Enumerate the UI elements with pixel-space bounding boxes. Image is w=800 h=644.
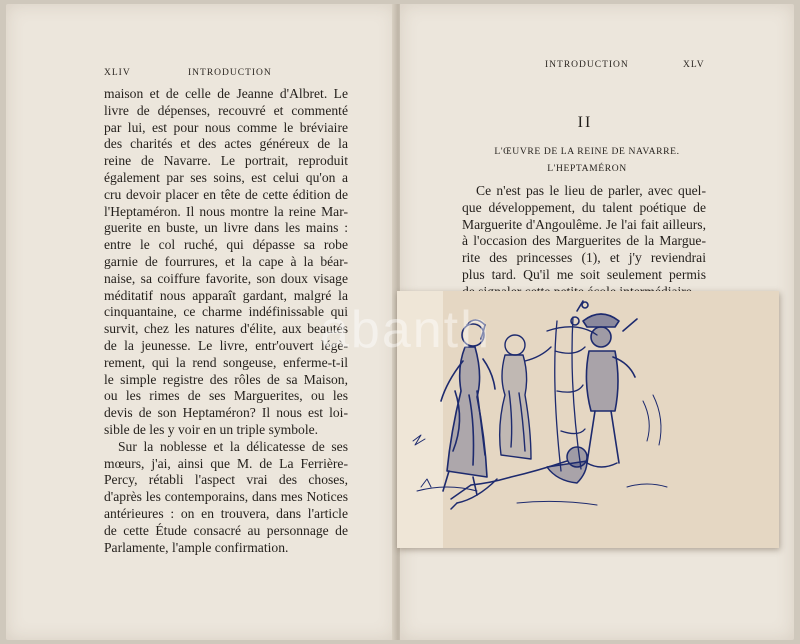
text-line: Sur la noblesse et la délicatesse de ses bbox=[118, 438, 348, 454]
left-page-number: XLIV bbox=[104, 68, 131, 78]
text-line: sible de les y voir en un triple symbole. bbox=[104, 421, 319, 437]
text-line: reine de Navarre. Le portrait, reproduit bbox=[104, 153, 348, 169]
section-title bbox=[462, 143, 712, 177]
text-line: de cette Étude consacré au personnage de bbox=[104, 522, 348, 538]
text-line: cinquantaine, ce charme indéfinissable qui bbox=[104, 304, 348, 320]
text-line: maison et de celle de Jeanne d'Albret. Le bbox=[104, 86, 348, 101]
text-line: Marguerite d'Angoulême. Je l'ai fait ailleurs, bbox=[462, 216, 706, 232]
section-number: II bbox=[577, 114, 593, 131]
text-line: de la jeunesse. Le livre, entr'ouvert légè- bbox=[104, 337, 348, 353]
text-line: ou les rimes de ses Marguerites, ou les bbox=[104, 388, 348, 404]
left-page-body bbox=[104, 86, 348, 556]
watermark-text: abanth bbox=[320, 301, 492, 359]
text-line: également par ses soins, est celui qu'on a bbox=[104, 169, 348, 185]
text-line: l'Heptaméron. Il nous montre la reine Mar- bbox=[104, 203, 348, 219]
text-line: le simple registre des rôles de sa Maison, bbox=[104, 371, 348, 387]
left-running-title: INTRODUCTION bbox=[188, 68, 272, 78]
text-line: Parlamente, l'ample confirmation. bbox=[104, 539, 289, 555]
text-line: livre de dépenses, recouvré et commenté bbox=[104, 102, 348, 118]
text-line: garnie de fourrures, et la cape à la béar- bbox=[104, 253, 348, 269]
text-line: antérieures : on en trouvera, dans l'article bbox=[104, 505, 348, 521]
sketch-figure-woman-center bbox=[500, 335, 551, 459]
text-line: d'après les contemporains, dans mes Notices bbox=[104, 489, 348, 505]
text-line: mœurs, j'ai, ainsi que M. de La Ferrière- bbox=[104, 455, 348, 471]
left-paragraph-1 bbox=[104, 86, 348, 439]
text-line: guerite en buste, un livre dans les mains : bbox=[104, 220, 348, 236]
sketch-figure-man-right bbox=[571, 301, 637, 463]
text-line: rement, qui la rend songeuse, enferme-t-il bbox=[104, 354, 348, 370]
text-line: des charités et des actes généreux de la bbox=[104, 136, 348, 152]
right-page-body bbox=[462, 183, 706, 301]
right-running-title: INTRODUCTION bbox=[545, 60, 629, 70]
text-line: devis de son Heptaméron? Il nous est loi- bbox=[104, 405, 348, 421]
text-line: par lui, est pour nous comme le bréviaire bbox=[104, 119, 348, 135]
section-title-line-1: L'ŒUVRE DE LA REINE DE NAVARRE. bbox=[494, 146, 680, 157]
text-line: à l'occasion des Marguerites de la Margue- bbox=[462, 233, 706, 249]
text-line: Ce n'est pas le lieu de parler, avec quel- bbox=[476, 183, 706, 198]
right-paragraph bbox=[462, 183, 706, 301]
text-line: survit, chez les natures d'élite, aux beautés bbox=[104, 321, 348, 337]
right-page-number: XLV bbox=[683, 60, 705, 70]
text-line: que développement, du talent poétique de bbox=[462, 199, 706, 215]
text-line: cru devoir placer en tête de cette édition de bbox=[104, 186, 348, 202]
text-line: entre le col ruché, qui dépasse sa robe bbox=[104, 237, 348, 253]
text-line: naise, sa coiffure favorite, son doux visage bbox=[104, 270, 348, 286]
text-line: plus tard. Qu'il me soit seulement permis bbox=[462, 266, 706, 282]
left-paragraph-2 bbox=[104, 439, 348, 557]
text-line: Percy, rétabli l'aspect vrai des choses, bbox=[104, 472, 348, 488]
text-line: méditatif nous apparaît gardant, malgré la bbox=[104, 287, 348, 303]
section-title-line-2: L'HEPTAMÉRON bbox=[547, 163, 627, 174]
text-line: rite des princesses (1), et j'y reviendrai bbox=[462, 250, 706, 266]
